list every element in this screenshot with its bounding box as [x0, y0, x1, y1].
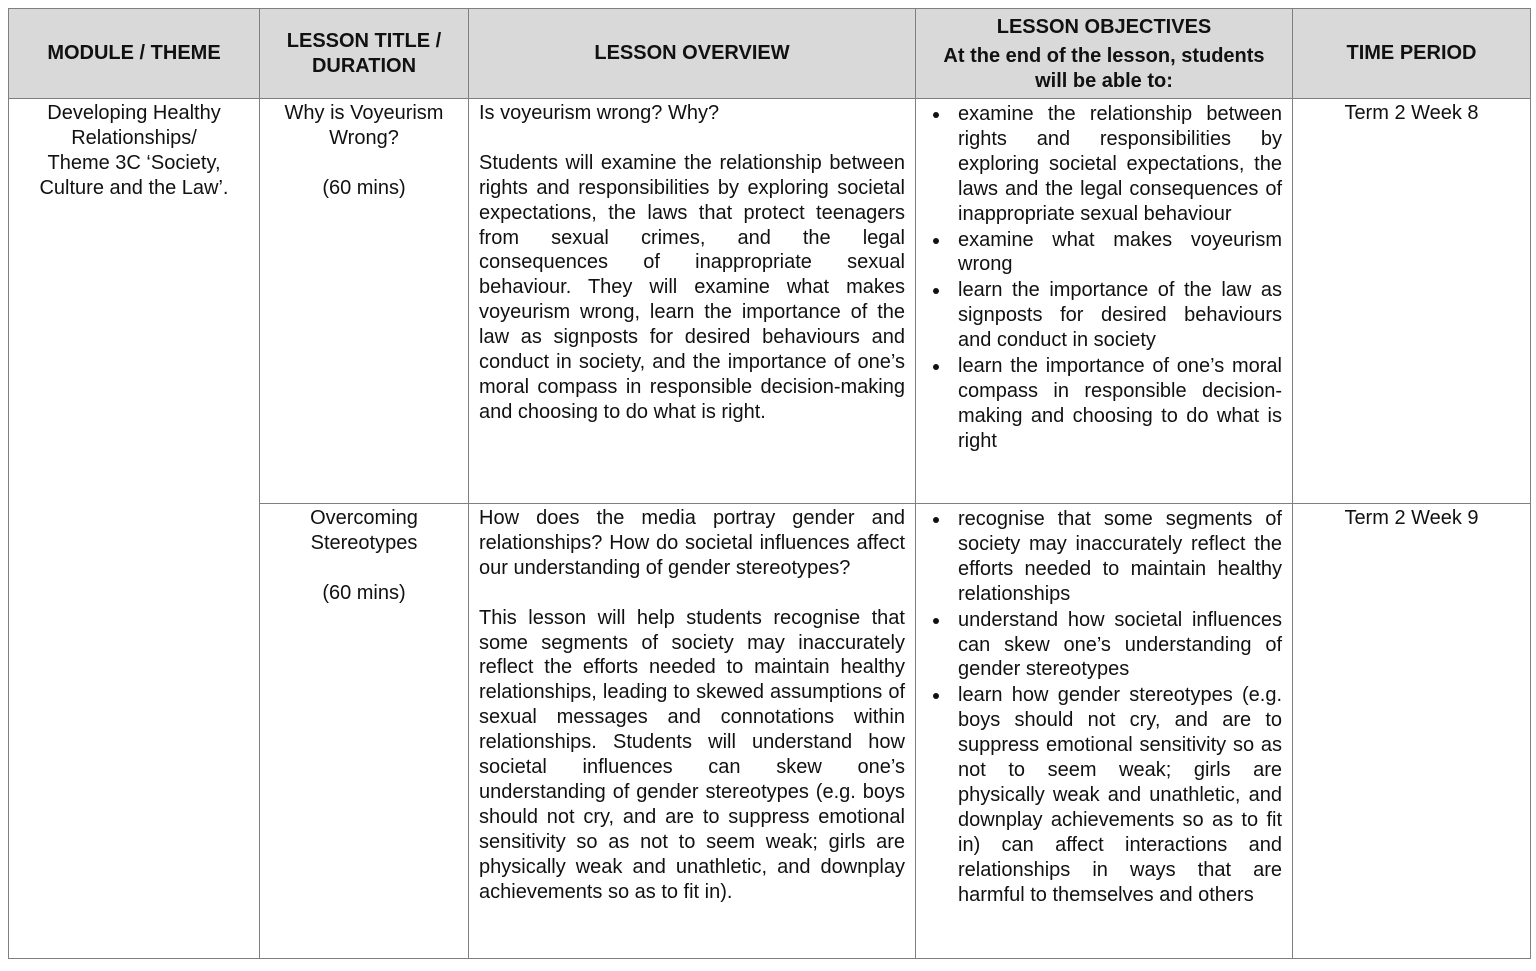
lesson-2-time: Term 2 Week 9 — [1344, 507, 1479, 529]
header-module-theme — [9, 9, 260, 99]
header-row — [9, 9, 1531, 99]
lesson-plan-table — [8, 8, 1531, 959]
lesson-2-objectives-list — [926, 507, 1282, 908]
lesson-1-overview-cell — [469, 99, 916, 504]
lesson-1-objective-3: learn the importance of the law as signposts for desired behaviours and conduct in society — [958, 279, 1282, 352]
lesson-1-title-cell — [260, 99, 469, 504]
lesson-1-time: Term 2 Week 8 — [1344, 102, 1479, 124]
module-line4: Culture and the Law’. — [39, 176, 229, 199]
lesson-2-duration: (60 mins) — [322, 581, 406, 604]
header-time-period — [1293, 9, 1531, 99]
header-objectives-sub-line1: At the end of the lesson, students — [943, 45, 1265, 67]
header-objectives-text: LESSON OBJECTIVES — [996, 16, 1212, 38]
header-title-line2: DURATION — [311, 54, 417, 77]
header-module-text: MODULE / THEME — [47, 42, 221, 64]
header-objectives-sub-line2: will be able to: — [1035, 70, 1173, 92]
lesson-2-title-cell — [260, 504, 469, 959]
lesson-row-1 — [9, 99, 1531, 504]
lesson-1-objective-2: examine what makes voyeurism wrong — [958, 228, 1282, 276]
lesson-2-title-line2: Stereotypes — [310, 531, 418, 554]
lesson-2-objective-2: understand how societal influences can skew one’s understanding of gender stereotypes — [958, 608, 1282, 681]
lesson-1-overview-question: Is voyeurism wrong? Why? — [479, 102, 720, 124]
module-theme-cell — [9, 99, 260, 959]
header-time-text: TIME PERIOD — [1346, 42, 1477, 64]
header-overview-text: LESSON OVERVIEW — [594, 42, 790, 64]
lesson-1-title-line2: Wrong? — [329, 126, 399, 149]
lesson-2-overview-question: How does the media portray gender and relationships? How do societal influences affect our understanding of gender stereotypes? — [479, 507, 905, 579]
lesson-2-overview-text: This lesson will help students recognise that some segments of society may inaccurately reflect the efforts needed to maintain healthy relationships, leading to skewed assumptions of sexual messages and connotations within relationships. Students will understand how societal influences can skew one’s understanding of gender stereotypes (e.g. boys should not cry, and are to suppress emotional sensitivity so as not to seem weak; girls are physically weak and unathletic, and downplay achievements so as to fit in). — [479, 606, 905, 903]
lesson-2-objectives-cell — [916, 504, 1293, 959]
header-lesson-overview — [469, 9, 916, 99]
module-line3: Theme 3C ‘Society, — [47, 151, 221, 174]
module-line2: Relationships/ — [71, 126, 197, 149]
lesson-1-objective-1: examine the relationship between rights and responsibilities by exploring societal expectations, the laws and the legal consequences of inappropriate sexual behaviour — [958, 103, 1282, 225]
header-lesson-title — [260, 9, 469, 99]
header-lesson-objectives — [916, 9, 1293, 99]
lesson-1-overview-text: Students will examine the relationship between rights and responsibilities by exploring societal expectations, the laws that protect teenagers from sexual crimes, and the legal consequences of inappropriate sexual behaviour. They will examine what makes voyeurism wrong, learn the importance of the law as signposts for desired behaviours and conduct in society, and the importance of one’s moral compass in responsible decision-making and choosing to do what is right. — [479, 151, 905, 423]
lesson-1-objective-4: learn the importance of one’s moral compass in responsible decision-making and choosing to do what is right — [958, 355, 1282, 452]
lesson-2-objective-1: recognise that some segments of society may inaccurately reflect the efforts needed to maintain healthy relationships — [958, 508, 1282, 605]
lesson-2-objective-3: learn how gender stereotypes (e.g. boys should not cry, and are to suppress emotional sensitivity so as not to seem weak; girls are physically weak and unathletic, and downplay achievements so as to fit in) can affect interactions and relationships in ways that are harmful to themselves and others — [958, 684, 1282, 906]
lesson-2-overview-cell — [469, 504, 916, 959]
lesson-1-title-line1: Why is Voyeurism — [284, 102, 444, 124]
module-line1: Developing Healthy — [47, 102, 221, 124]
header-title-line1: LESSON TITLE / — [286, 29, 442, 52]
lesson-2-title-line1: Overcoming — [310, 507, 418, 529]
lesson-1-duration: (60 mins) — [322, 176, 406, 199]
lesson-1-objectives-cell — [916, 99, 1293, 504]
lesson-2-time-cell — [1293, 504, 1531, 959]
lesson-1-objectives-list — [926, 102, 1282, 454]
lesson-1-time-cell — [1293, 99, 1531, 504]
